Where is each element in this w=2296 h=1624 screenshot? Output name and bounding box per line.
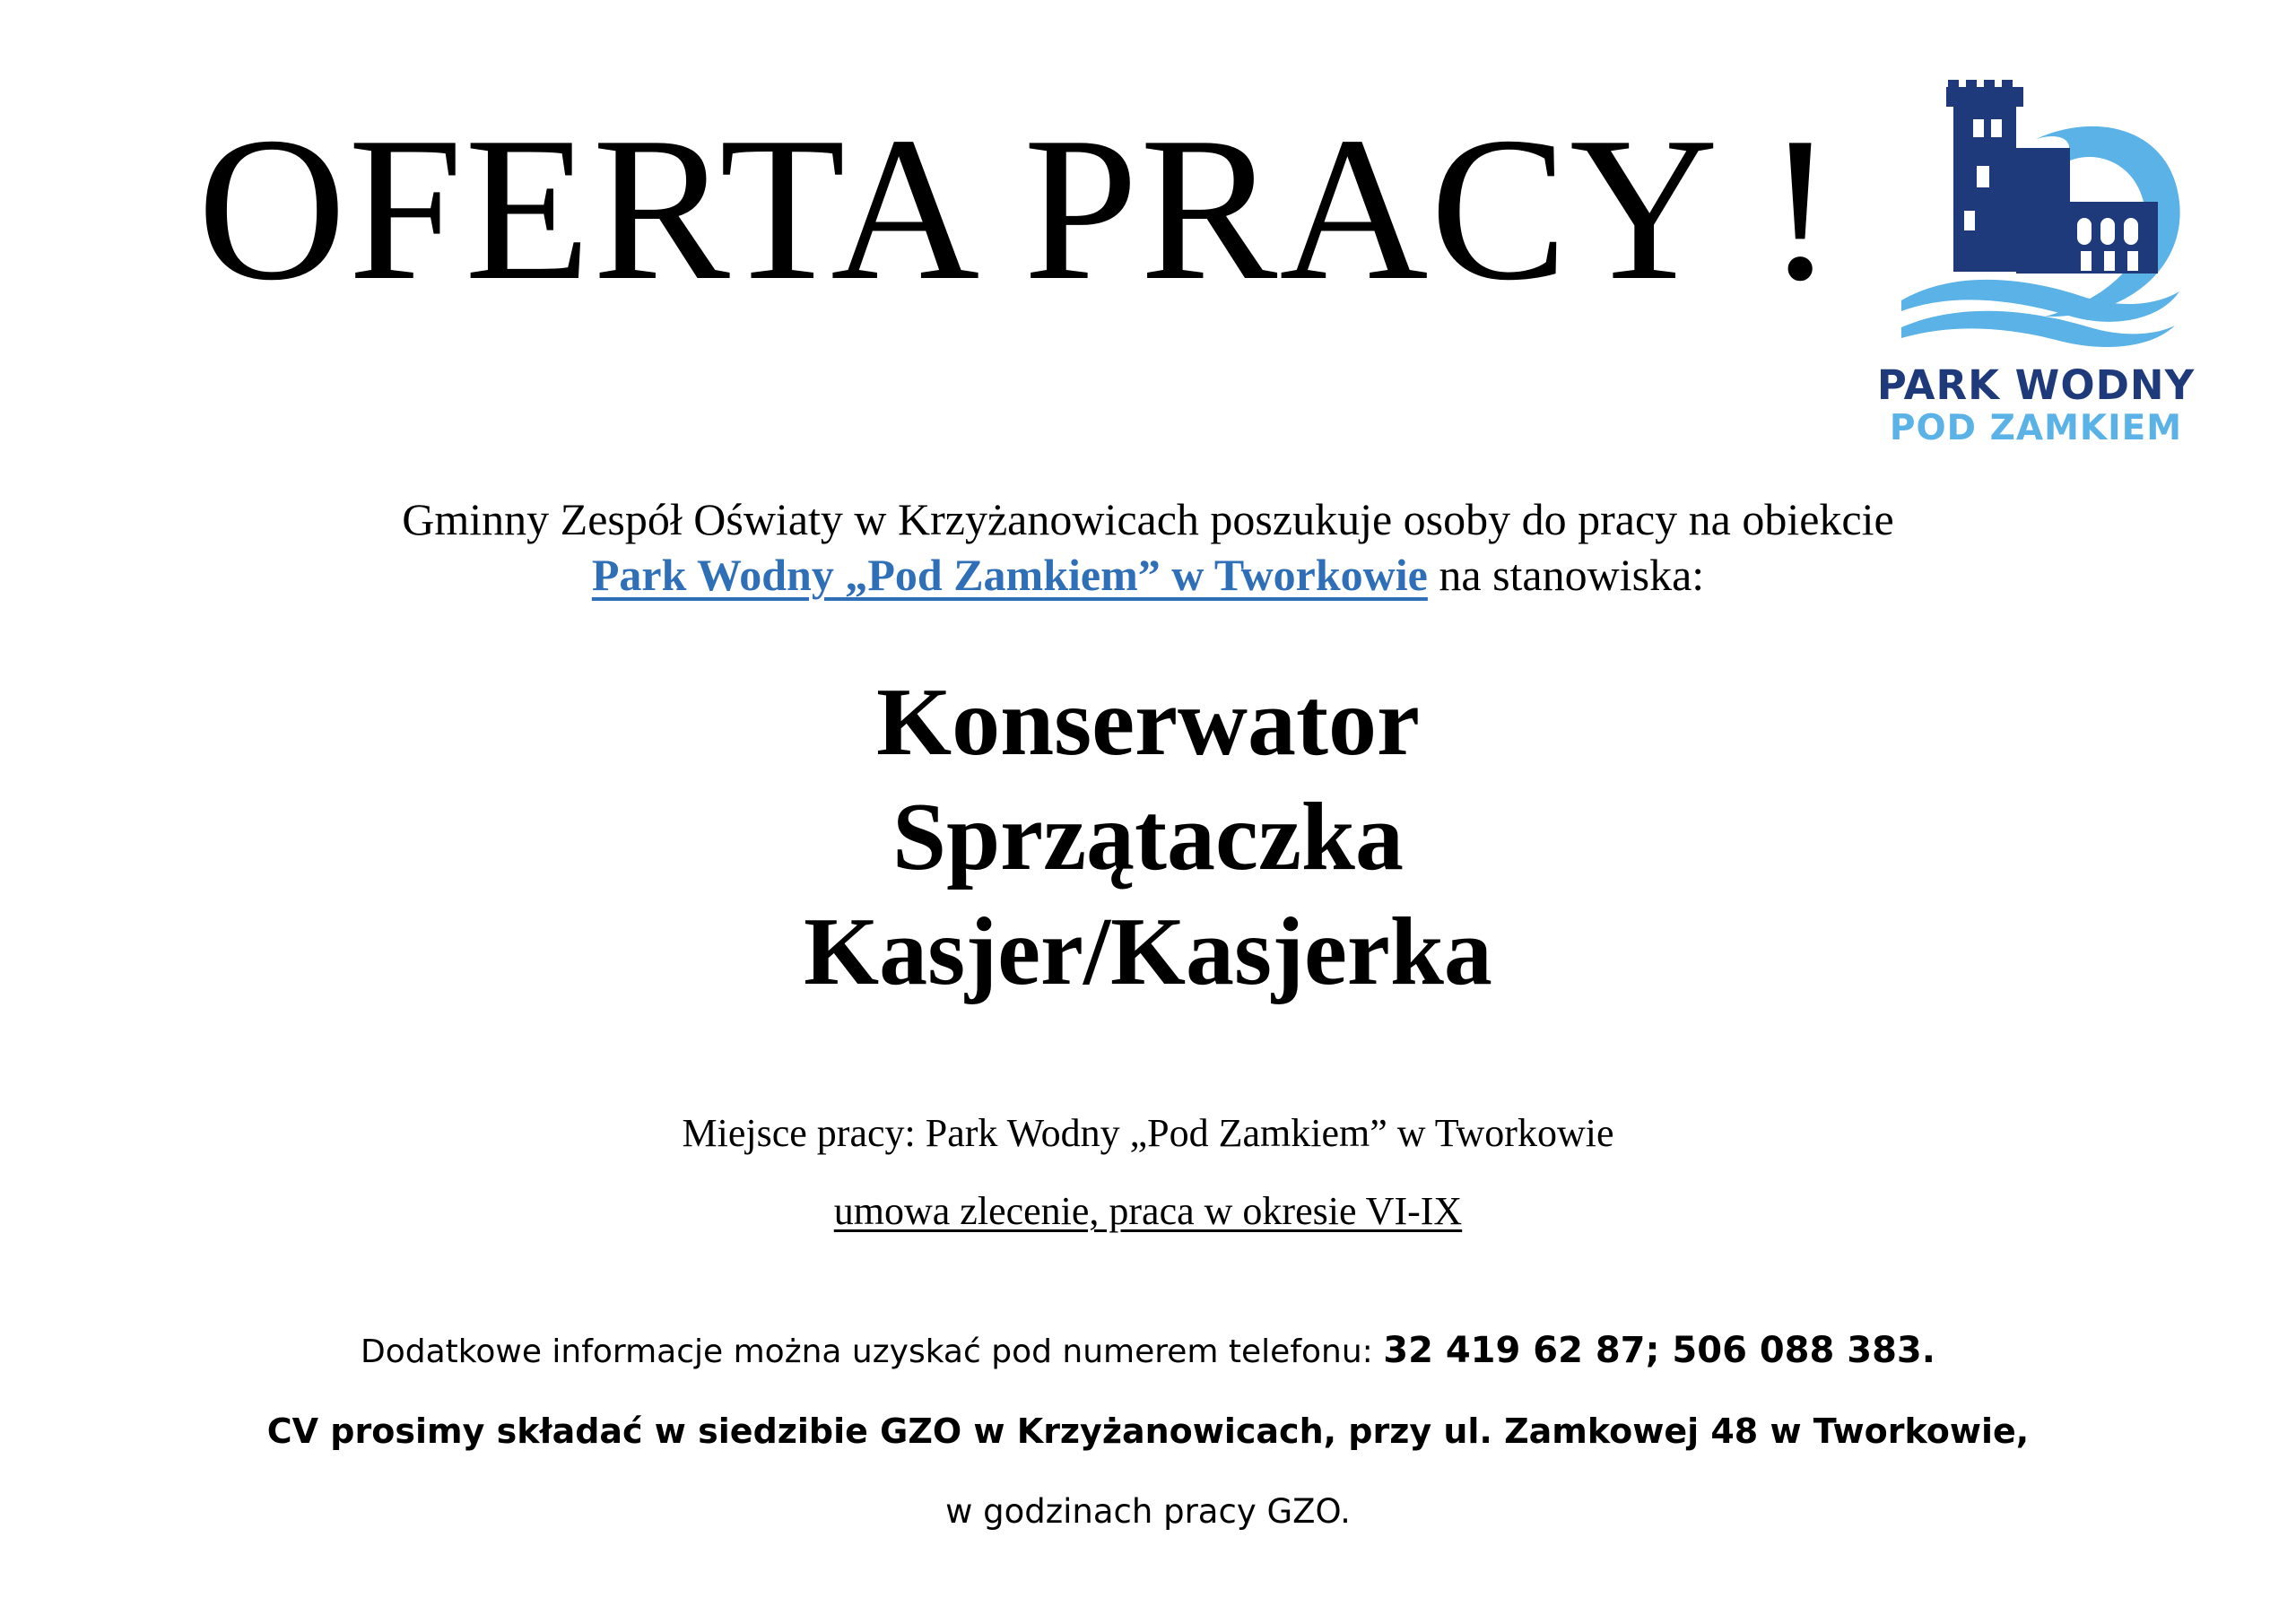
contract-info xyxy=(0,1188,2296,1234)
page-title: OFERTA PRACY ! xyxy=(197,94,1837,323)
office-hours: w godzinach pracy GZO. xyxy=(945,1492,1351,1531)
phone-info xyxy=(0,1330,2296,1371)
park-name-link[interactable]: Park Wodny „Pod Zamkiem” w Tworkowie xyxy=(591,550,1428,600)
contract-text: umowa zlecenie, praca w okresie VI-IX xyxy=(833,1189,1463,1233)
positions-list xyxy=(0,665,2296,1010)
position-item: Konserwator xyxy=(876,669,1420,776)
phone-info-text: Dodatkowe informacje można uzyskać pod numerem telefonu: xyxy=(361,1333,1384,1370)
position-item: Kasjer/Kasjerka xyxy=(804,899,1492,1005)
park-wodny-logo xyxy=(1874,76,2197,453)
work-place: Miejsce pracy: Park Wodny „Pod Zamkiem” w Tworkowie xyxy=(682,1111,1614,1155)
logo-text-pod-zamkiem: POD ZAMKIEM xyxy=(1889,408,2183,448)
logo-text-park-wodny: PARK WODNY xyxy=(1876,361,2196,409)
intro-paragraph xyxy=(0,491,2296,603)
phone-numbers: 32 419 62 87; 506 088 383. xyxy=(1383,1330,1935,1371)
castle-wave-icon xyxy=(1901,76,2188,354)
intro-line-1: Gminny Zespół Oświaty w Krzyżanowicach poszukuje osoby do pracy na obiekcie xyxy=(402,494,1894,544)
cv-instructions: CV prosimy składać w siedzibie GZO w Krzyżanowicach, przy ul. Zamkowej 48 w Tworkowie, xyxy=(266,1411,2030,1451)
position-item: Sprzątaczka xyxy=(892,784,1404,890)
intro-line-2-rest: na stanowiska: xyxy=(1427,550,1705,600)
intro-line-2 xyxy=(0,547,2296,603)
